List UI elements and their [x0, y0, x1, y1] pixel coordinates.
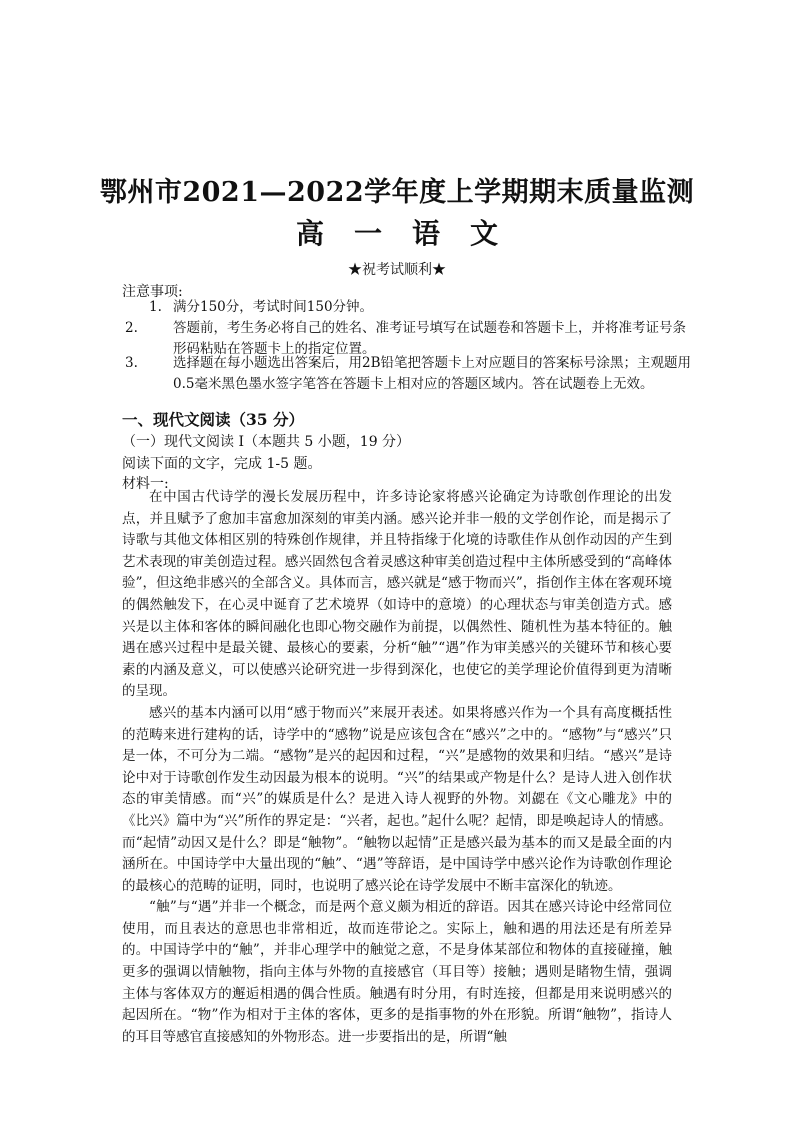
good-luck-motto: ★祝考试顺利★ — [348, 262, 446, 278]
note-text: 答题前，考生务必将自己的姓名、准考证号填写在试题卷和答题卡上，并将准考证号条形码粘贴在答题卡上的指定位置。 — [173, 320, 686, 357]
exam-title: 鄂州市2021—2022学年度上学期期末质量监测 — [99, 177, 695, 208]
notes-heading: 注意事项: — [122, 284, 183, 300]
note-item-3 — [125, 353, 693, 395]
note-number: 2. — [125, 320, 138, 336]
note-text: 选择题在每小题选出答案后，用2B铅笔把答题卡上对应题目的答案标号涂黑；主观题用0.5毫米黑色墨水签字笔答在答题卡上相对应的答题区域内。答在试题卷上无效。 — [173, 355, 692, 392]
material-label: 材料一: — [122, 476, 169, 492]
passage-paragraph-2: 感兴的基本内涵可以用“感于物而兴”来展开表述。如果将感兴作为一个具有高度概括性的范畴来进行建构的话，诗学中的“感物”说是应该包含在“感兴”之中的。“感物”与“感兴”只是一体，不可分为二端。“感物”是兴的起因和过程，“兴”是感物的效果和归结。“感兴”是诗论中对于诗歌创作发生动因最为根本的说明。“兴”的结果或产物是什么？是诗人进入创作状态的审美情感。而“兴”的媒质是什么？是进入诗人视野的外物。刘勰在《文心雕龙》中的《比兴》篇中为“兴”所作的界定是：“兴者，起也。”起什么呢？起情，即是唤起诗人的情感。而“起情”动因又是什么？即是“触物”。“触物以起情”正是感兴最为基本的而又是最全面的内涵所在。中国诗学中大量出现的“触”、“遇”等辞语，是中国诗学中感兴论作为诗歌创作理论的最核心的范畴的证明，同时，也说明了感兴论在诗学发展中不断丰富深化的轨迹。 — [122, 704, 672, 894]
passage-paragraph-3: “触”与“遇”并非一个概念，而是两个意义颇为相近的辞语。因其在感兴诗论中经常同位使用，而且表达的意思也非常相近，故而连带论之。实际上，触和遇的用法还是有所差异的。中国诗学中的“触”，并非心理学中的触觉之意，不是身体某部位和物体的直接碰撞，触更多的强调以情触物，指向主体与外物的直接感官（耳目等）接触；遇则是睹物生情，强调主体与客体双方的邂逅相遇的偶合性质。触遇有时分用，有时连接，但都是用来说明感兴的起因所在。“物”作为相对于主体的客体，更多的是指事物的外在形貌。所谓“触物”，指诗人的耳目等感官直接感知的外物形态。进一步要指出的是，所谓“触 — [122, 899, 672, 1045]
note-number: 1. — [149, 299, 162, 315]
note-number: 3. — [125, 355, 138, 371]
note-text: 满分150分，考试时间150分钟。 — [173, 299, 374, 315]
section-heading: 一、现代文阅读（35 分） — [122, 410, 304, 429]
reading-instruction: 阅读下面的文字，完成 1-5 题。 — [122, 456, 322, 472]
reading-passage — [122, 487, 672, 1048]
exam-subject: 高一语文 — [295, 217, 528, 250]
subsection-heading: （一）现代文阅读 I（本题共 5 小题，19 分） — [122, 434, 411, 450]
note-item-1 — [149, 297, 669, 318]
passage-paragraph-1: 在中国古代诗学的漫长发展历程中，许多诗论家将感兴论确定为诗歌创作理论的出发点，并且赋予了愈加丰富愈加深刻的审美内涵。感兴论并非一般的文学创作论，而是揭示了诗歌与其他文体相区别的特殊创作规律，并且特指缘于化境的诗歌佳作从创作动因的产生到艺术表现的审美创造过程。感兴固然包含着灵感这种审美创造过程中主体所感受到的“高峰体验”，但这绝非感兴的全部含义。具体而言，感兴就是“感于物而兴”，指创作主体在客观环境的偶然触发下，在心灵中诞育了艺术境界（如诗中的意境）的心理状态与审美创造方式。感兴是以主体和客体的瞬间融化也即心物交融作为前提，以偶然性、随机性为基本特征的。触遇在感兴过程中是最关键、最核心的要素，分析“触”“遇”作为审美感兴的关键环节和核心要素的内涵及意义，可以使感兴论研究进一步得到深化，也使它的美学理论价值得到更为清晰的呈现。 — [122, 489, 672, 700]
